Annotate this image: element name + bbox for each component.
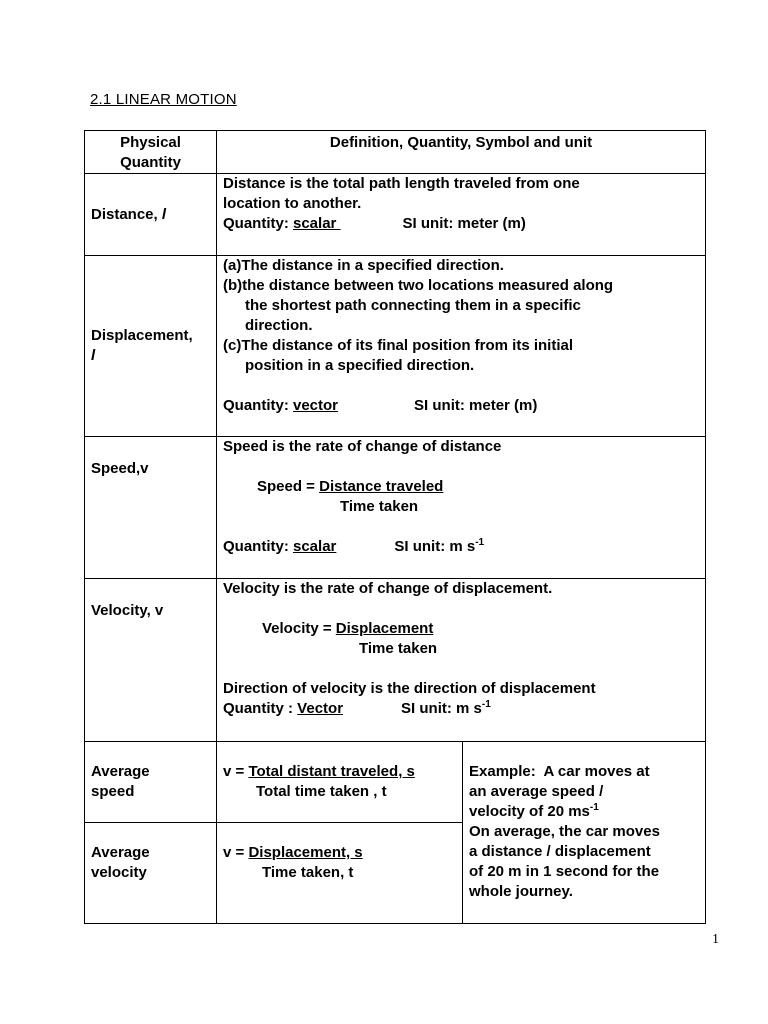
- speed-formula-numerator: Distance traveled: [319, 478, 444, 495]
- quantity-name-distance: [85, 174, 217, 256]
- average-speed-name-line1: Average: [91, 763, 150, 780]
- definition-average-speed: [217, 742, 463, 823]
- table-row-speed: [85, 437, 706, 579]
- velocity-formula-lhs: Velocity =: [262, 620, 336, 637]
- example-line3-exponent: -1: [589, 802, 599, 813]
- displacement-b-line1: (b)the distance between two locations measured along: [223, 277, 614, 294]
- velocity-si-unit: SI unit: m s: [401, 700, 482, 717]
- velocity-quantity-line: [223, 699, 699, 719]
- linear-motion-table: [84, 130, 706, 924]
- speed-quantity-label: Quantity:: [223, 538, 293, 555]
- table-row-average-speed: [85, 742, 706, 823]
- distance-quantity-label: Quantity:: [223, 215, 293, 232]
- header-physical-quantity: Physical Quantity: [85, 131, 217, 174]
- table-row-displacement: [85, 256, 706, 437]
- displacement-c-line2: position in a specified direction.: [245, 357, 475, 374]
- example-line1: Example: A car moves at: [469, 763, 650, 780]
- distance-def-line1: Distance is the total path length traveled from one: [223, 175, 580, 192]
- velocity-quantity-label: Quantity :: [223, 700, 298, 717]
- speed-formula-denominator: Time taken: [340, 498, 419, 515]
- speed-quantity-line: [223, 537, 699, 557]
- speed-si-unit: SI unit: m s: [394, 538, 476, 555]
- displacement-c-line1: (c)The distance of its final position from its initial: [223, 337, 574, 354]
- distance-si-unit: SI unit: meter (m): [402, 215, 526, 232]
- example-line3: [469, 802, 699, 822]
- distance-quantity-value: scalar: [293, 215, 341, 232]
- quantity-name-average-velocity: [85, 823, 217, 924]
- distance-symbol: l: [161, 205, 167, 223]
- definition-distance: [217, 174, 706, 256]
- average-speed-formula-denominator: Total time taken , t: [256, 783, 387, 800]
- velocity-formula-numerator: Displacement: [335, 620, 434, 637]
- definition-speed: [217, 437, 706, 579]
- average-velocity-name-line2: velocity: [91, 864, 147, 881]
- displacement-name: Displacement,: [91, 327, 193, 344]
- displacement-b-line2: the shortest path connecting them in a specific: [245, 297, 581, 314]
- table-row-distance: [85, 174, 706, 256]
- velocity-quantity-value: Vector: [297, 700, 344, 717]
- average-velocity-name-line1: Average: [91, 844, 150, 861]
- distance-def-line2: location to another.: [223, 195, 362, 212]
- displacement-a-line1: (a)The distance in a specified direction.: [223, 257, 504, 274]
- table-header-row: [85, 131, 706, 174]
- velocity-formula: [223, 619, 699, 639]
- velocity-name: Velocity, v: [91, 602, 164, 619]
- definition-velocity: [217, 579, 706, 742]
- average-velocity-formula-lhs: v =: [223, 844, 249, 861]
- quantity-name-average-speed: [85, 742, 217, 823]
- velocity-direction: Direction of velocity is the direction of displacement: [223, 680, 596, 697]
- example-line5: a distance / displacement: [469, 843, 651, 860]
- definition-displacement: [217, 256, 706, 437]
- average-speed-name-line2: speed: [91, 783, 135, 800]
- example-line7: whole journey.: [469, 883, 573, 900]
- average-speed-formula-lhs: v =: [223, 763, 249, 780]
- quantity-name-velocity: [85, 579, 217, 742]
- definition-average-velocity: [217, 823, 463, 924]
- distance-quantity-line: [223, 214, 699, 234]
- example-line2: an average speed /: [469, 783, 604, 800]
- distance-name: Distance,: [91, 205, 162, 223]
- velocity-formula-denominator: Time taken: [359, 640, 438, 657]
- velocity-def: Velocity is the rate of change of displacement.: [223, 580, 553, 597]
- average-speed-formula: [223, 762, 456, 782]
- example-line6: of 20 m in 1 second for the: [469, 863, 660, 880]
- displacement-quantity-label: Quantity:: [223, 397, 293, 414]
- speed-def: Speed is the rate of change of distance: [223, 438, 502, 455]
- displacement-b-line3: direction.: [245, 317, 313, 334]
- displacement-si-unit: SI unit: meter (m): [414, 397, 538, 414]
- quantity-name-speed: [85, 437, 217, 579]
- average-velocity-formula: [223, 843, 456, 863]
- page-title: 2.1 LINEAR MOTION: [90, 91, 237, 108]
- velocity-si-exponent: -1: [481, 699, 491, 710]
- example-line3-text: velocity of 20 ms: [469, 803, 590, 820]
- displacement-quantity-line: [223, 396, 699, 416]
- speed-si-exponent: -1: [475, 537, 485, 548]
- displacement-quantity-value: vector: [293, 397, 339, 414]
- speed-formula-lhs: Speed =: [257, 478, 320, 495]
- speed-formula: [223, 477, 699, 497]
- example-line4: On average, the car moves: [469, 823, 660, 840]
- quantity-name-displacement: [85, 256, 217, 437]
- average-velocity-formula-numerator: Displacement, s: [248, 844, 363, 861]
- header-definition: Definition, Quantity, Symbol and unit: [217, 131, 706, 174]
- displacement-symbol: l: [91, 347, 96, 364]
- speed-name: Speed,v: [91, 460, 149, 477]
- page-number: 1: [712, 932, 719, 947]
- example-cell: [463, 742, 706, 924]
- average-speed-formula-numerator: Total distant traveled, s: [248, 763, 415, 780]
- average-velocity-formula-denominator: Time taken, t: [262, 864, 354, 881]
- speed-quantity-value: scalar: [293, 538, 337, 555]
- table-row-velocity: [85, 579, 706, 742]
